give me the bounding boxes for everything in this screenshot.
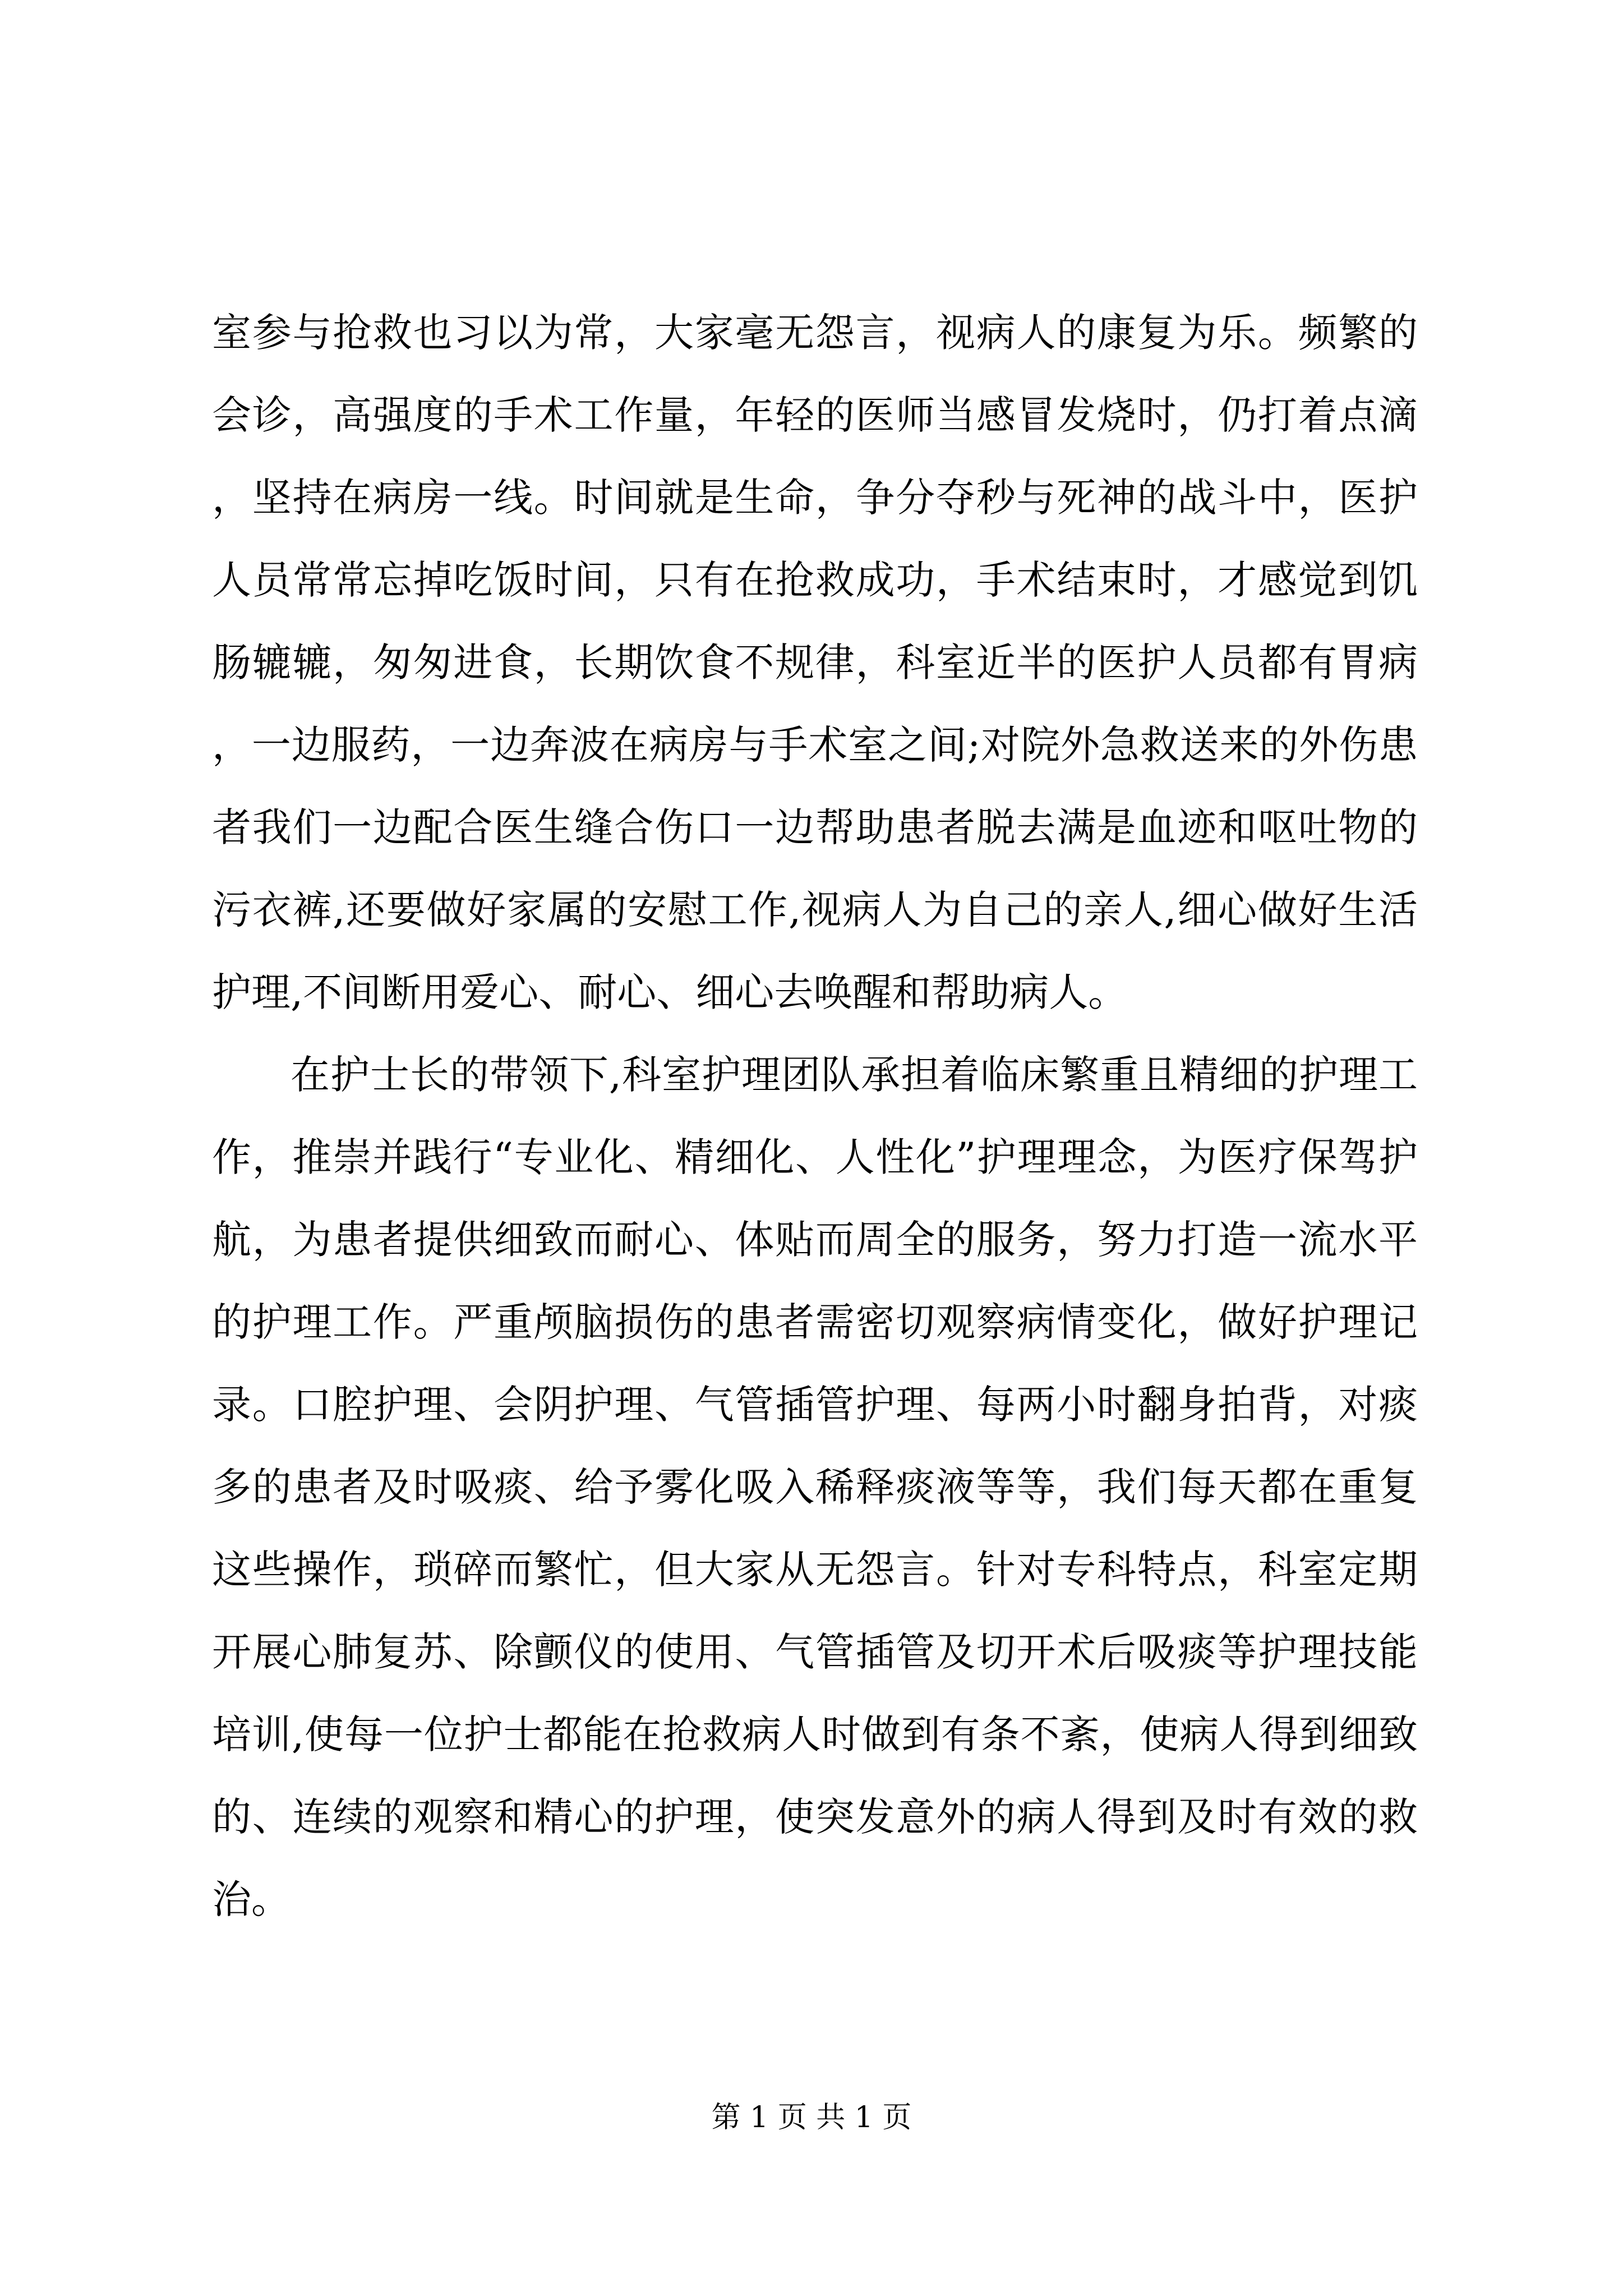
document-body (212, 292, 1418, 1941)
paragraph-1: 室参与抢救也习以为常，大家毫无怨言，视病人的康复为乐。频繁的会诊，高强度的手术工作量，年轻的医师当感冒发烧时，仍打着点滴，坚持在病房一线。时间就是生命，争分夺秒与死神的战斗中，医护人员常常忘掉吃饭时间，只有在抢救成功，手术结束时，才感觉到饥肠辘辘，匆匆进食，长期饮食不规律，科室近半的医护人员都有胃病，一边服药，一边奔波在病房与手术室之间;对院外急救送来的外伤患者我们一边配合医生缝合伤口一边帮助患者脱去满是血迹和呕吐物的污衣裤,还要做好家属的安慰工作,视病人为自己的亲人,细心做好生活护理,不间断用爱心、耐心、细心去唤醒和帮助病人。 (212, 310, 1418, 1015)
paragraph-2: 在护士长的带领下,科室护理团队承担着临床繁重且精细的护理工作，推崇并践行“专业化、精细化、人性化”护理理念，为医疗保驾护航，为患者提供细致而耐心、体贴而周全的服务，努力打造一流水平的护理工作。严重颅脑损伤的患者需密切观察病情变化，做好护理记录。口腔护理、会阴护理、气管插管护理、每两小时翻身拍背，对痰多的患者及时吸痰、给予雾化吸入稀释痰液等等，我们每天都在重复这些操作，琐碎而繁忙，但大家从无怨言。针对专科特点，科室定期开展心肺复苏、除颤仪的使用、气管插管及切开术后吸痰等护理技能培训,使每一位护士都能在抢救病人时做到有条不紊，使病人得到细致的、连续的观察和精心的护理，使突发意外的病人得到及时有效的救治。 (212, 1052, 1418, 1922)
page-number-footer: 第 1 页 共 1 页 (711, 2101, 912, 2134)
